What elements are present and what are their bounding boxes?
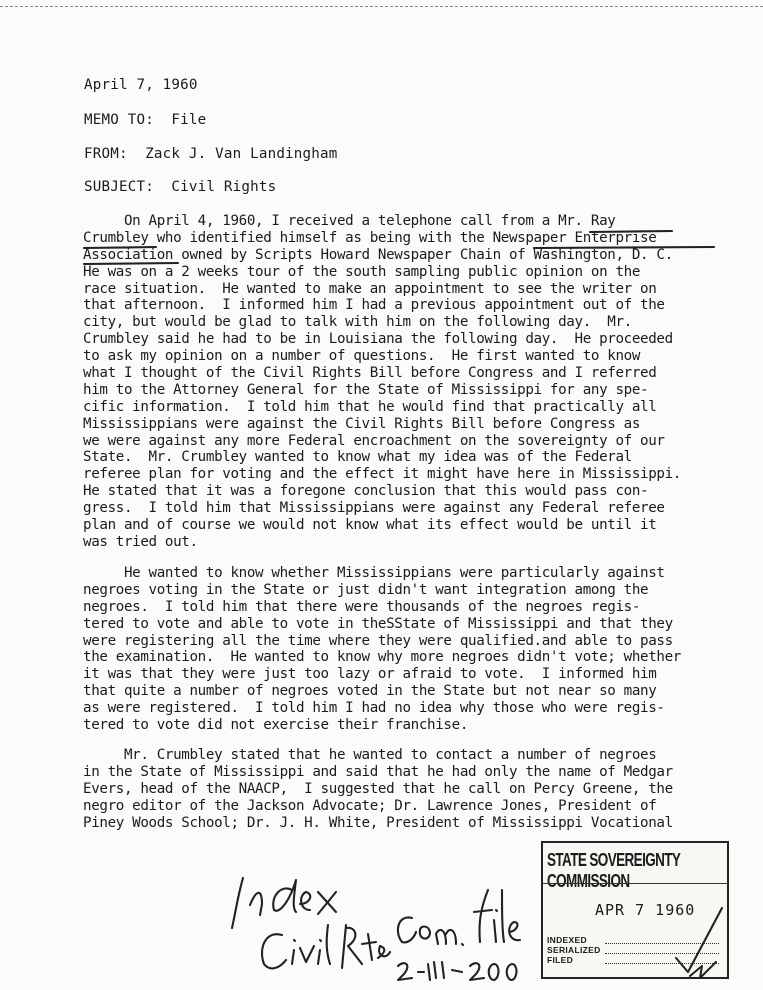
text-line: Mr. Crumbley stated that he wanted to contact a number of negroes xyxy=(83,747,657,763)
stamp-date: APR 7 1960 xyxy=(595,901,696,919)
text-line: was tried out. xyxy=(83,533,198,550)
memo-to: MEMO TO: File xyxy=(84,112,207,128)
text-line: him to the Attorney General for the State of Mississippi for any spe- xyxy=(83,381,649,398)
text-line: Crumbley said he had to be in Louisiana the following day. He proceeded xyxy=(83,331,673,348)
handwriting-index xyxy=(232,878,336,928)
text-line: that quite a number of negroes voted in the State but not near so many xyxy=(83,683,657,700)
handwriting-file-number xyxy=(398,962,517,980)
text-line: plan and of course we would not know what its effect would be until it xyxy=(83,517,657,534)
memo-from: FROM: Zack J. Van Landingham xyxy=(84,146,338,162)
stamp-label-indexed: INDEXED xyxy=(547,935,587,945)
text-line: Piney Woods School; Dr. J. H. White, President of Mississippi Vocational xyxy=(83,814,673,831)
text-line: tered to vote did not exercise their franchise. xyxy=(83,717,469,734)
text-line: race situation. He wanted to make an appointment to see the writer on xyxy=(83,280,657,297)
memo-date: April 7, 1960 xyxy=(84,77,198,93)
text-line: Evers, head of the NAACP, I suggested that he call on Percy Greene, the xyxy=(83,780,673,797)
text-line: He stated that it was a foregone conclusion that this would pass con- xyxy=(83,483,649,500)
stamp-label-serialized: SERIALIZED xyxy=(547,945,601,955)
text-line: what I thought of the Civil Rights Bill before Congress and I referred xyxy=(83,365,657,382)
text-line: referee plan for voting and the effect it might have here in Mississippi. xyxy=(83,466,681,483)
text-line: He wanted to know whether Mississippians were particularly against xyxy=(83,565,665,581)
text-line: Crumbley who identified himself as being with the Newspaper Enterprise xyxy=(83,229,657,246)
text-line: the examination. He wanted to know why more negroes didn't vote; whether xyxy=(83,649,681,666)
text-line: State. Mr. Crumbley wanted to know what my idea was of the Federal xyxy=(83,449,632,466)
text-line: negroes. I told him that there were thousands of the negroes regis- xyxy=(83,598,641,615)
text-line: cific information. I told him that he would find that practically all xyxy=(83,398,657,415)
stamp-label-filed: FILED xyxy=(547,955,574,965)
text-line: He was on a 2 weeks tour of the south sampling public opinion on the xyxy=(83,263,641,280)
handwritten-checkmark xyxy=(676,908,722,978)
stamp-title: STATE SOVEREIGNTY COMMISSION xyxy=(547,849,681,891)
text-line: in the State of Mississippi and said that he had only the name of Medgar xyxy=(83,763,673,780)
text-line: gress. I told him that Mississippians were against any Federal referee xyxy=(83,500,665,517)
text-line: to ask my opinion on a number of questions. He first wanted to know xyxy=(83,348,641,365)
text-line: that afternoon. I informed him I had a previous appointment out of the xyxy=(83,297,665,314)
text-line: Mississippians were against the Civil Rights Bill before Congress as xyxy=(83,415,641,432)
text-line: city, but would be glad to talk with him on the following day. Mr. xyxy=(83,314,632,331)
text-line: it was that they were just too lazy or afraid to vote. I informed him xyxy=(83,666,657,683)
text-line: we were against any more Federal encroachment on the sovereignty of our xyxy=(83,432,665,449)
text-line: were registering all the time where they were qualified.and able to pass xyxy=(83,632,673,649)
text-line: as were registered. I told him I had no idea why those who were regis- xyxy=(83,700,665,717)
memo-subject: SUBJECT: Civil Rights xyxy=(84,179,277,195)
text-line: negroes voting in the State or just didn't want integration among the xyxy=(83,581,649,598)
text-line: tered to vote and able to vote in theSState of Mississippi and that they xyxy=(83,615,673,632)
text-line: Association owned by Scripts Howard Newspaper Chain of Washington, D. C. xyxy=(83,246,673,263)
text-line: negro editor of the Jackson Advocate; Dr. Lawrence Jones, President of xyxy=(83,797,657,814)
text-line: On April 4, 1960, I received a telephone call from a Mr. Ray xyxy=(83,213,616,229)
